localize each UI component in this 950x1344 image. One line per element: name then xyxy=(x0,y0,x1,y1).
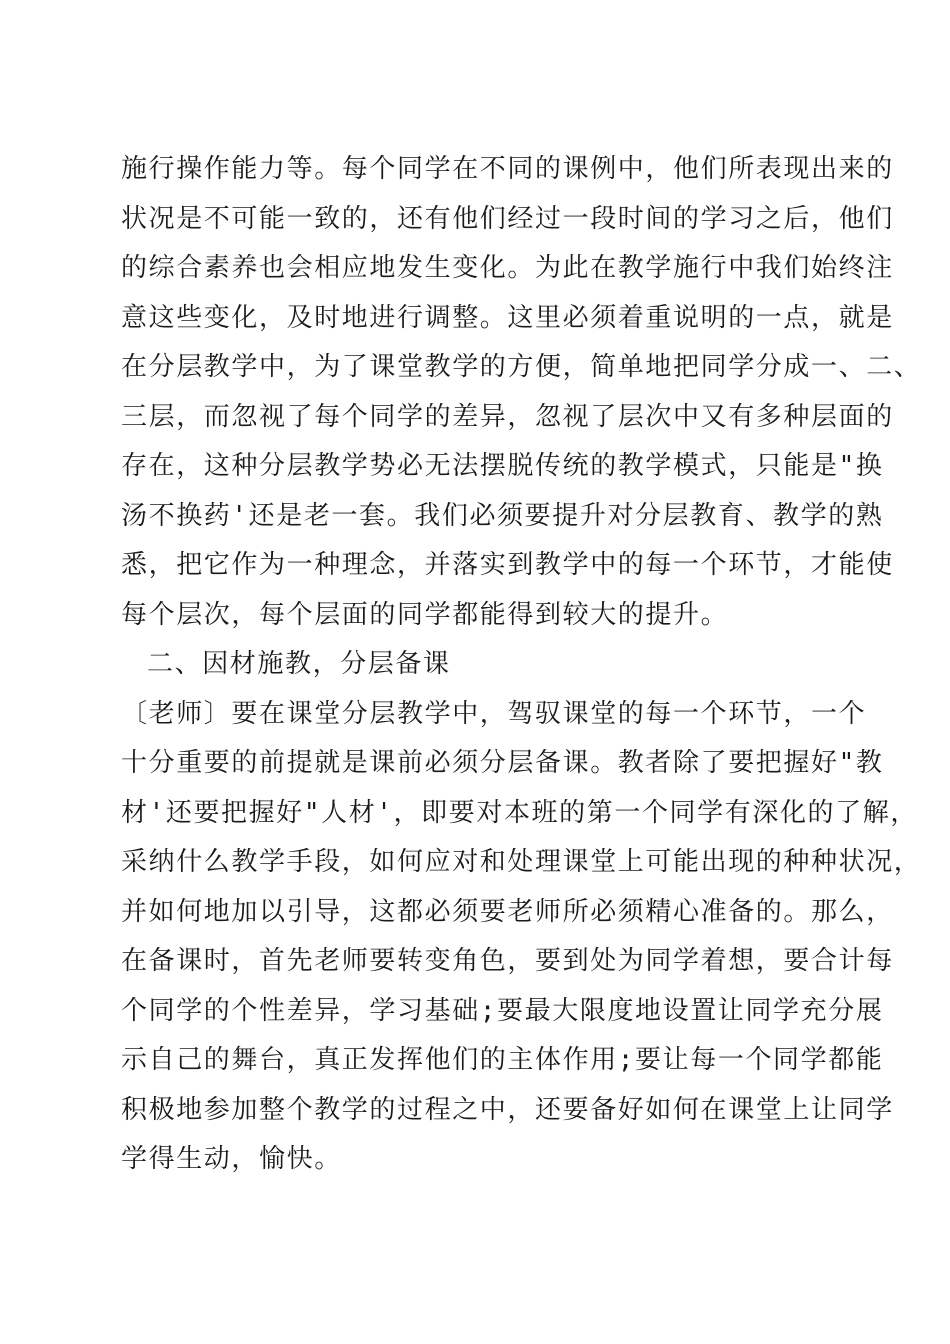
paragraph-1-line-2: 状况是不可能一致的，还有他们经过一段时间的学习之后，他们 xyxy=(121,204,894,234)
paragraph-2-line-4: 采纳什么教学手段，如何应对和处理课堂上可能出现的种种状况， xyxy=(121,847,922,877)
paragraph-2-line-9: 积极地参加整个教学的过程之中，还要备好如何在课堂上让同学 xyxy=(121,1095,894,1125)
paragraph-2-line-3: 材'还要把握好"人材'，即要对本班的第一个同学有深化的了解， xyxy=(121,798,918,828)
paragraph-2-line-8: 示自己的舞台，真正发挥他们的主体作用;要让每一个同学都能 xyxy=(121,1045,884,1075)
paragraph-1-line-8: 汤不换药'还是老一套。我们必须要提升对分层教育、教学的熟 xyxy=(121,501,884,531)
paragraph-1-line-7: 存在，这种分层教学势必无法摆脱传统的教学模式，只能是"换 xyxy=(121,451,884,481)
paragraph-2-line-10: 学得生动，愉快。 xyxy=(121,1144,342,1174)
section-heading: 二、因材施教，分层备课 xyxy=(147,649,451,679)
paragraph-2-line-2: 十分重要的前提就是课前必须分层备课。教者除了要把握好"教 xyxy=(121,748,884,778)
paragraph-2-line-5: 并如何地加以引导，这都必须要老师所必须精心准备的。那么， xyxy=(121,897,894,927)
paragraph-2-line-1: 〔老师〕要在课堂分层教学中，驾驭课堂的每一个环节，一个 xyxy=(121,699,867,729)
paragraph-1-line-10: 每个层次，每个层面的同学都能得到较大的提升。 xyxy=(121,600,729,630)
paragraph-1-line-3: 的综合素养也会相应地发生变化。为此在教学施行中我们始终注 xyxy=(121,253,894,283)
paragraph-2-line-7: 个同学的个性差异，学习基础;要最大限度地设置让同学充分展 xyxy=(121,996,884,1026)
paragraph-1-line-1: 施行操作能力等。每个同学在不同的课例中，他们所表现出来的 xyxy=(121,154,894,184)
paragraph-1-line-6: 三层，而忽视了每个同学的差异，忽视了层次中又有多种层面的 xyxy=(121,402,894,432)
paragraph-1-line-4: 意这些变化，及时地进行调整。这里必须着重说明的一点，就是 xyxy=(121,303,894,333)
paragraph-1-line-9: 悉，把它作为一种理念，并落实到教学中的每一个环节，才能使 xyxy=(121,550,894,580)
paragraph-1-line-5: 在分层教学中，为了课堂教学的方便，简单地把同学分成一、二、 xyxy=(121,352,922,382)
paragraph-2-line-6: 在备课时，首先老师要转变角色，要到处为同学着想，要合计每 xyxy=(121,946,894,976)
